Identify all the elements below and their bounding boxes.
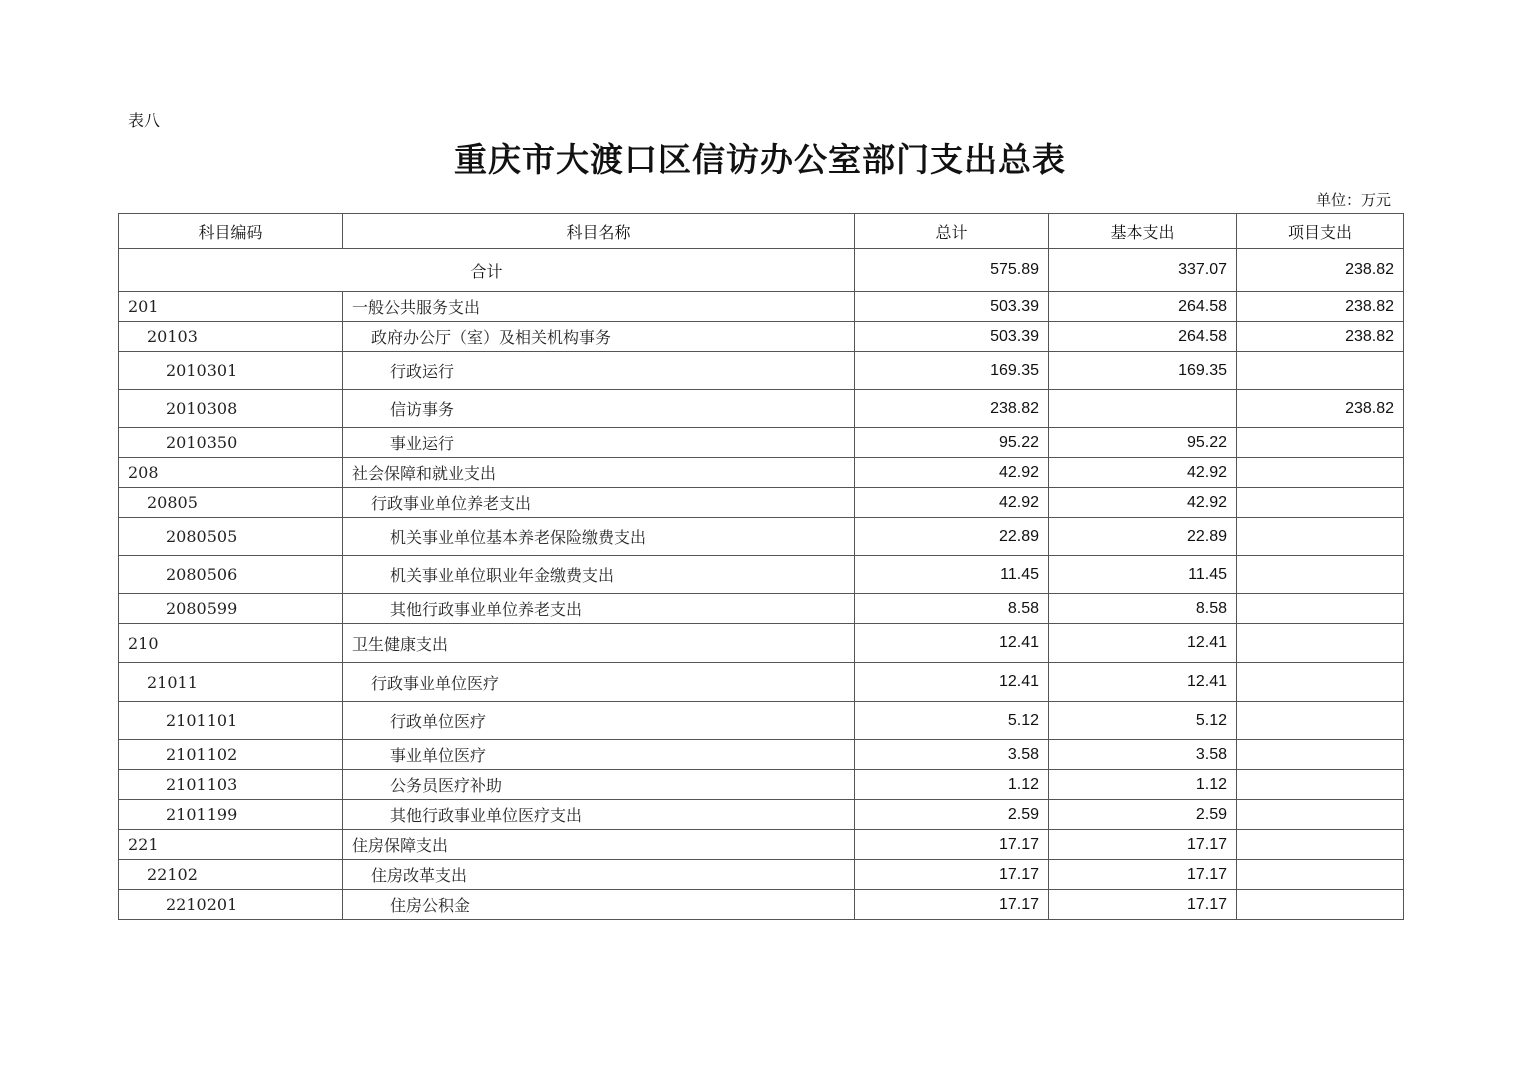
row-name: 行政事业单位医疗 [343, 663, 855, 702]
row-name: 事业运行 [343, 428, 855, 458]
row-basic: 8.58 [1049, 594, 1237, 624]
row-project [1237, 860, 1404, 890]
row-code: 2210201 [119, 890, 343, 920]
row-code: 201 [119, 292, 343, 322]
table-row [119, 518, 1404, 556]
table-row [119, 890, 1404, 920]
row-code: 2010350 [119, 428, 343, 458]
row-basic: 1.12 [1049, 770, 1237, 800]
row-basic: 264.58 [1049, 322, 1237, 352]
row-project [1237, 518, 1404, 556]
row-total: 12.41 [855, 663, 1049, 702]
row-project [1237, 352, 1404, 390]
row-name: 信访事务 [343, 390, 855, 428]
unit-label: 单位：万元 [1315, 191, 1391, 209]
row-total: 95.22 [855, 428, 1049, 458]
summary-total: 575.89 [855, 249, 1049, 292]
summary-label: 合计 [119, 249, 855, 292]
row-project [1237, 663, 1404, 702]
row-total: 11.45 [855, 556, 1049, 594]
row-project: 238.82 [1237, 292, 1404, 322]
table-row [119, 770, 1404, 800]
row-project: 238.82 [1237, 390, 1404, 428]
row-basic: 169.35 [1049, 352, 1237, 390]
row-name: 一般公共服务支出 [343, 292, 855, 322]
row-code: 221 [119, 830, 343, 860]
summary-project: 238.82 [1237, 249, 1404, 292]
table-row [119, 428, 1404, 458]
row-total: 42.92 [855, 458, 1049, 488]
row-project [1237, 830, 1404, 860]
row-code: 2101101 [119, 702, 343, 740]
row-name: 机关事业单位基本养老保险缴费支出 [343, 518, 855, 556]
row-basic [1049, 390, 1237, 428]
row-project [1237, 770, 1404, 800]
table-row [119, 458, 1404, 488]
row-total: 503.39 [855, 322, 1049, 352]
row-basic: 17.17 [1049, 830, 1237, 860]
row-basic: 42.92 [1049, 488, 1237, 518]
row-total: 2.59 [855, 800, 1049, 830]
table-row [119, 624, 1404, 663]
row-code: 2010308 [119, 390, 343, 428]
header-row [119, 214, 1404, 249]
row-project [1237, 890, 1404, 920]
row-name: 机关事业单位职业年金缴费支出 [343, 556, 855, 594]
row-code: 2080505 [119, 518, 343, 556]
table-row [119, 663, 1404, 702]
row-name: 行政事业单位养老支出 [343, 488, 855, 518]
expenditure-table [118, 213, 1404, 920]
table-row [119, 322, 1404, 352]
row-name: 行政单位医疗 [343, 702, 855, 740]
row-total: 169.35 [855, 352, 1049, 390]
table-row [119, 556, 1404, 594]
row-code: 22102 [119, 860, 343, 890]
row-code: 21011 [119, 663, 343, 702]
summary-row [119, 249, 1404, 292]
row-basic: 42.92 [1049, 458, 1237, 488]
row-code: 20805 [119, 488, 343, 518]
row-project [1237, 556, 1404, 594]
row-code: 2010301 [119, 352, 343, 390]
row-basic: 95.22 [1049, 428, 1237, 458]
row-basic: 22.89 [1049, 518, 1237, 556]
row-code: 208 [119, 458, 343, 488]
row-basic: 12.41 [1049, 624, 1237, 663]
table-row [119, 352, 1404, 390]
row-name: 公务员医疗补助 [343, 770, 855, 800]
row-total: 1.12 [855, 770, 1049, 800]
row-name: 事业单位医疗 [343, 740, 855, 770]
row-total: 12.41 [855, 624, 1049, 663]
table-row [119, 292, 1404, 322]
row-project [1237, 624, 1404, 663]
table-row [119, 594, 1404, 624]
row-code: 210 [119, 624, 343, 663]
table-row [119, 860, 1404, 890]
row-name: 住房公积金 [343, 890, 855, 920]
row-name: 住房改革支出 [343, 860, 855, 890]
row-code: 2101102 [119, 740, 343, 770]
row-name: 其他行政事业单位医疗支出 [343, 800, 855, 830]
row-project [1237, 702, 1404, 740]
row-basic: 264.58 [1049, 292, 1237, 322]
table-row [119, 702, 1404, 740]
row-project [1237, 428, 1404, 458]
row-project [1237, 488, 1404, 518]
row-name: 其他行政事业单位养老支出 [343, 594, 855, 624]
row-code: 2101199 [119, 800, 343, 830]
table-number: 表八 [128, 111, 161, 130]
header-code: 科目编码 [119, 214, 343, 249]
header-name: 科目名称 [343, 214, 855, 249]
row-total: 17.17 [855, 890, 1049, 920]
row-name: 卫生健康支出 [343, 624, 855, 663]
header-total: 总计 [855, 214, 1049, 249]
row-basic: 5.12 [1049, 702, 1237, 740]
row-basic: 2.59 [1049, 800, 1237, 830]
row-basic: 3.58 [1049, 740, 1237, 770]
row-project: 238.82 [1237, 322, 1404, 352]
row-name: 社会保障和就业支出 [343, 458, 855, 488]
row-code: 2080506 [119, 556, 343, 594]
row-name: 行政运行 [343, 352, 855, 390]
row-code: 2101103 [119, 770, 343, 800]
table-row [119, 740, 1404, 770]
row-total: 8.58 [855, 594, 1049, 624]
row-total: 17.17 [855, 860, 1049, 890]
page-title: 重庆市大渡口区信访办公室部门支出总表 [454, 140, 1066, 179]
row-project [1237, 458, 1404, 488]
header-project: 项目支出 [1237, 214, 1404, 249]
row-total: 503.39 [855, 292, 1049, 322]
row-project [1237, 594, 1404, 624]
row-name: 住房保障支出 [343, 830, 855, 860]
row-total: 238.82 [855, 390, 1049, 428]
row-project [1237, 800, 1404, 830]
row-code: 20103 [119, 322, 343, 352]
row-name: 政府办公厅（室）及相关机构事务 [343, 322, 855, 352]
row-total: 17.17 [855, 830, 1049, 860]
row-basic: 17.17 [1049, 860, 1237, 890]
row-basic: 17.17 [1049, 890, 1237, 920]
row-total: 3.58 [855, 740, 1049, 770]
header-basic: 基本支出 [1049, 214, 1237, 249]
row-basic: 11.45 [1049, 556, 1237, 594]
row-code: 2080599 [119, 594, 343, 624]
table-row [119, 830, 1404, 860]
row-total: 42.92 [855, 488, 1049, 518]
table-row [119, 800, 1404, 830]
row-basic: 12.41 [1049, 663, 1237, 702]
table-row [119, 488, 1404, 518]
row-project [1237, 740, 1404, 770]
table-row [119, 390, 1404, 428]
row-total: 22.89 [855, 518, 1049, 556]
summary-basic: 337.07 [1049, 249, 1237, 292]
row-total: 5.12 [855, 702, 1049, 740]
